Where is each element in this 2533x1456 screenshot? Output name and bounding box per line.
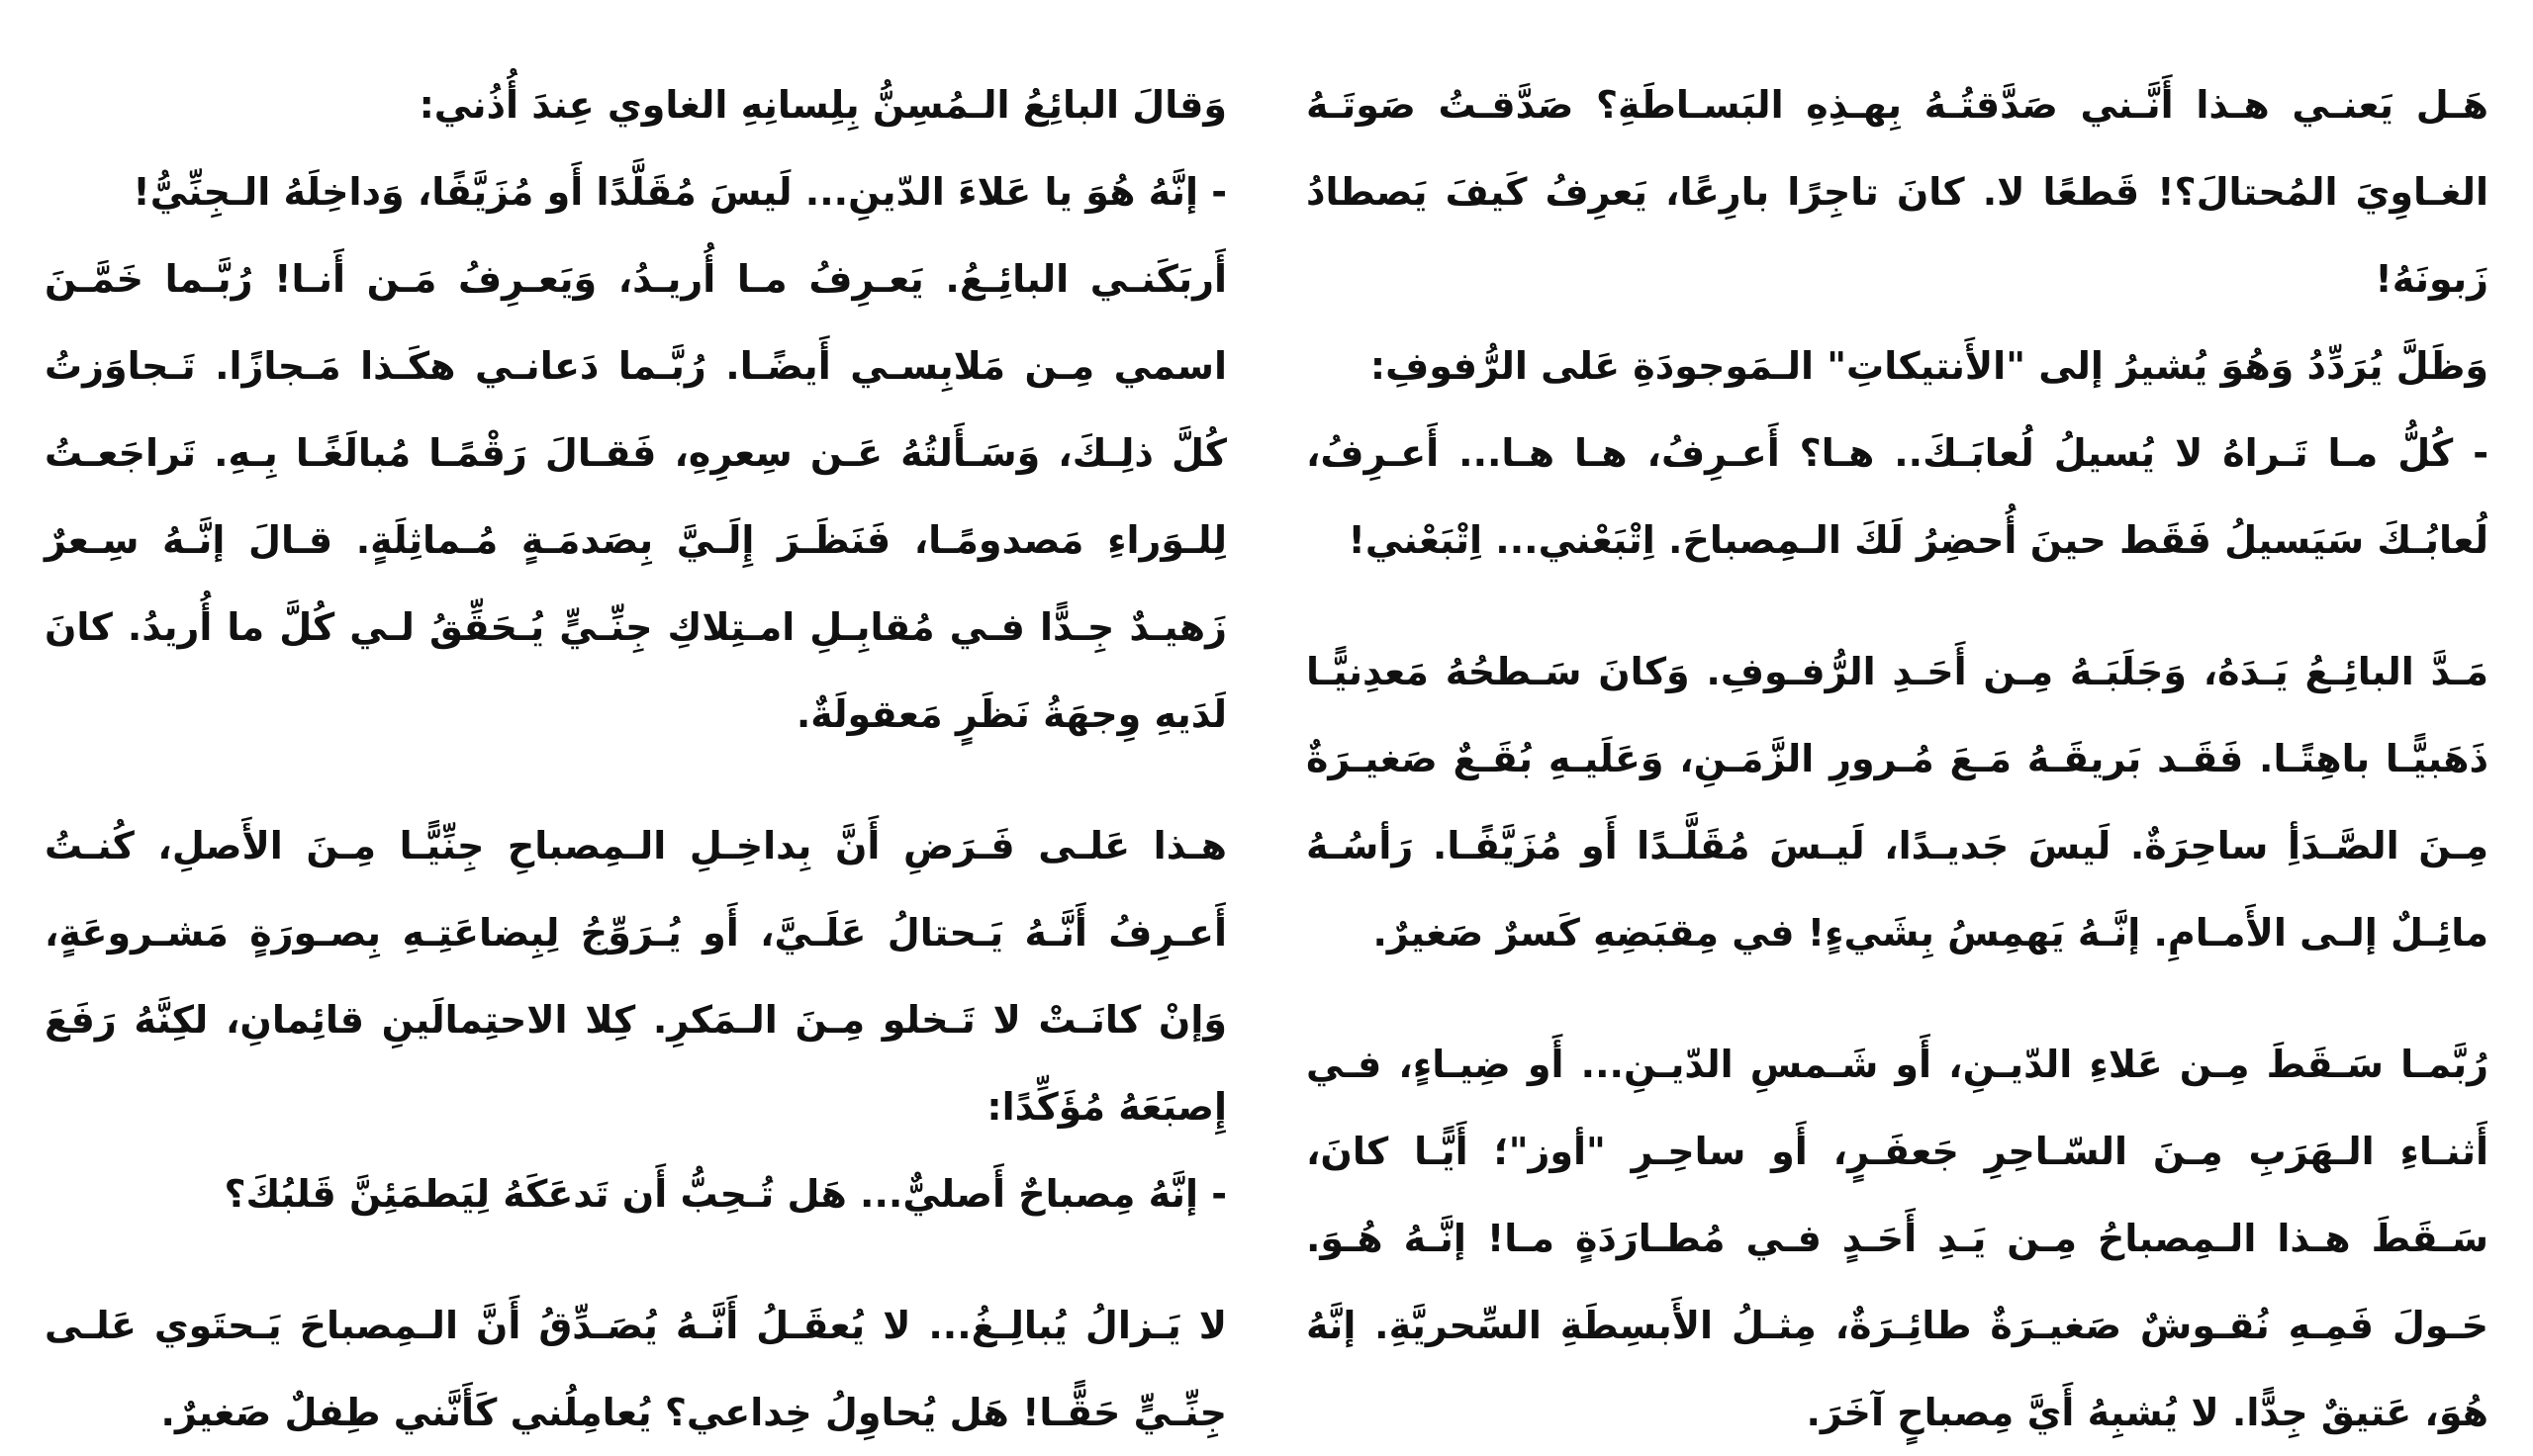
paragraph-gap <box>45 1237 1227 1282</box>
paragraph: لا يَـزالُ يُبالِـغُ... لا يُعقَـلُ أَنَّـهُ يُصَـدِّقُ أَنَّ الـمِصباحَ يَـحتَوي عَلـى جِنِّـيٍّ حَقًّـا! هَل يُحاوِلُ خِداعي؟ يُعامِلُني كَأَنَّني طِفلٌ صَغيرٌ. <box>45 1304 1227 1434</box>
left-page-text <box>45 61 1227 1456</box>
paragraph-gap <box>1306 584 2488 628</box>
dialogue-line: - إنَّهُ مِصباحٌ أَصليٌّ... هَل تُـحِبُّ أَن تَدعَكَهُ لِيَطمَئِنَّ قَلبُكَ؟ <box>224 1172 1227 1216</box>
paragraph: مَـدَّ البائِـعُ يَـدَهُ، وَجَلَبَـهُ مِـن أَحَـدِ الرُّفـوفِ. وَكانَ سَـطحُهُ مَعدِنيًّـا ذَهَبيًّـا باهِتًـا. فَقَـد بَريقَـهُ مَـعَ مُـرورِ الزَّمَـنِ، وَعَلَيـهِ بُقَـعٌ صَغيـرَةٌ مِـنَ الصَّـدَأِ ساحِرَةٌ. لَيسَ جَديـدًا، لَيـسَ مُقَلَّـدًا أَو مُزَيَّفًـا. رَأسُـهُ مائِـلٌ إلـى الأَمـامِ. إنَّـهُ يَهمِسُ بِشَيءٍ! في مِقبَضِهِ كَسرٌ صَغيرٌ. <box>1306 650 2488 955</box>
paragraph: هَـل يَعنـي هـذا أَنَّـني صَدَّقتُـهُ بِهـذِهِ البَسـاطَةِ؟ صَدَّقـتُ صَوتَـهُ الغـاوِيَ المُحتالَ؟! قَطعًا لا. كانَ تاجِرًا بارِعًا، يَعرِفُ كَيفَ يَصطادُ زَبونَهُ! <box>1306 83 2488 301</box>
paragraph-gap <box>1306 976 2488 1021</box>
paragraph: وَقالَ البائِعُ الـمُسِنُّ بِلِسانِهِ الغاوي عِندَ أُذُني: <box>419 83 1227 127</box>
right-page-text <box>1306 61 2488 1456</box>
paragraph: رُبَّمـا سَـقَطَ مِـن عَلاءِ الدّيـنِ، أَو شَـمسِ الدّيـنِ... أَو ضِيـاءٍ، فـي أَثنـاءِ الـهَرَبِ مِـنَ السّـاحِرِ جَعفَـرٍ، أَو ساحِـرِ "أوز"؛ أَيًّـا كانَ، سَـقَطَ هـذا الـمِصباحُ مِـن يَـدِ أَحَـدٍ فـي مُطـارَدَةٍ مـا! إنَّـهُ هُـوَ. حَـولَ فَمِـهِ نُقـوشٌ صَغيـرَةٌ طائِـرَةٌ، مِثـلُ الأَبسِطَةِ السِّحريَّةِ. إنَّهُ هُوَ، عَتيقٌ جِدًّا. لا يُشبِهُ أَيَّ مِصباحٍ آخَرَ. <box>1306 1043 2488 1434</box>
paragraph: هـذا عَلـى فَـرَضِ أَنَّ بِداخِـلِ الـمِصباحِ جِنِّيًّـا مِـنَ الأَصلِ، كُنـتُ أَعـرِفُ أَنَّـهُ يَـحتالُ عَلَـيَّ، أَو يُـرَوِّجُ لِبِضاعَتِـهِ بِصـورَةٍ مَشـروعَةٍ، وَإنْ كانَـتْ لا تَـخلو مِـنَ الـمَكرِ. كِلا الاحتِمالَينِ قائِمانِ، لكِنَّهُ رَفَعَ إِصبَعَهُ مُؤَكِّدًا: <box>45 824 1227 1129</box>
paragraph-gap <box>45 758 1227 802</box>
dialogue-line: - كُلُّ مـا تَـراهُ لا يُسيلُ لُعابَـكَ.. هـا؟ أَعـرِفُ، هـا هـا... أَعـرِفُ، لُعابُـكَ سَيَسيلُ فَقَط حينَ أُحضِرُ لَكَ الـمِصباحَ. اِتْبَعْني... اِتْبَعْني! <box>1306 431 2488 562</box>
paragraph: أَربَكَنـي البائِـعُ. يَعـرِفُ مـا أُريـدُ، وَيَعـرِفُ مَـن أَنـا! رُبَّـما خَمَّـنَ اسمي مِـن مَلابِسـي أَيضًـا. رُبَّـما دَعانـي هكَـذا مَـجازًا. تَـجاوَزتُ كُلَّ ذلِـكَ، وَسَـأَلتُهُ عَـن سِعرِهِ، فَقـالَ رَقْمًـا مُبالَغًـا بِـهِ. تَراجَعـتُ لِلـوَراءِ مَصدومًـا، فَنَظَـرَ إِلَـيَّ بِصَدمَـةٍ مُـماثِلَةٍ. قـالَ إنَّـهُ سِـعرٌ زَهيـدٌ جِـدًّا فـي مُقابِـلِ امـتِلاكِ جِنِّـيٍّ يُـحَقِّقُ لـي كُلَّ ما أُريدُ. كانَ لَدَيهِ وِجهَةُ نَظَرٍ مَعقولَةٌ. <box>45 257 1227 736</box>
dialogue-line: - إنَّهُ هُوَ يا عَلاءَ الدّينِ... لَيسَ مُقَلَّدًا أَو مُزَيَّفًا، وَداخِلَهُ الـجِنِّيُّ! <box>133 170 1227 214</box>
paragraph: وَظَلَّ يُرَدِّدُ وَهُوَ يُشيرُ إلى "الأَنتيكاتِ" الـمَوجودَةِ عَلى الرُّفوفِ: <box>1369 344 2488 388</box>
